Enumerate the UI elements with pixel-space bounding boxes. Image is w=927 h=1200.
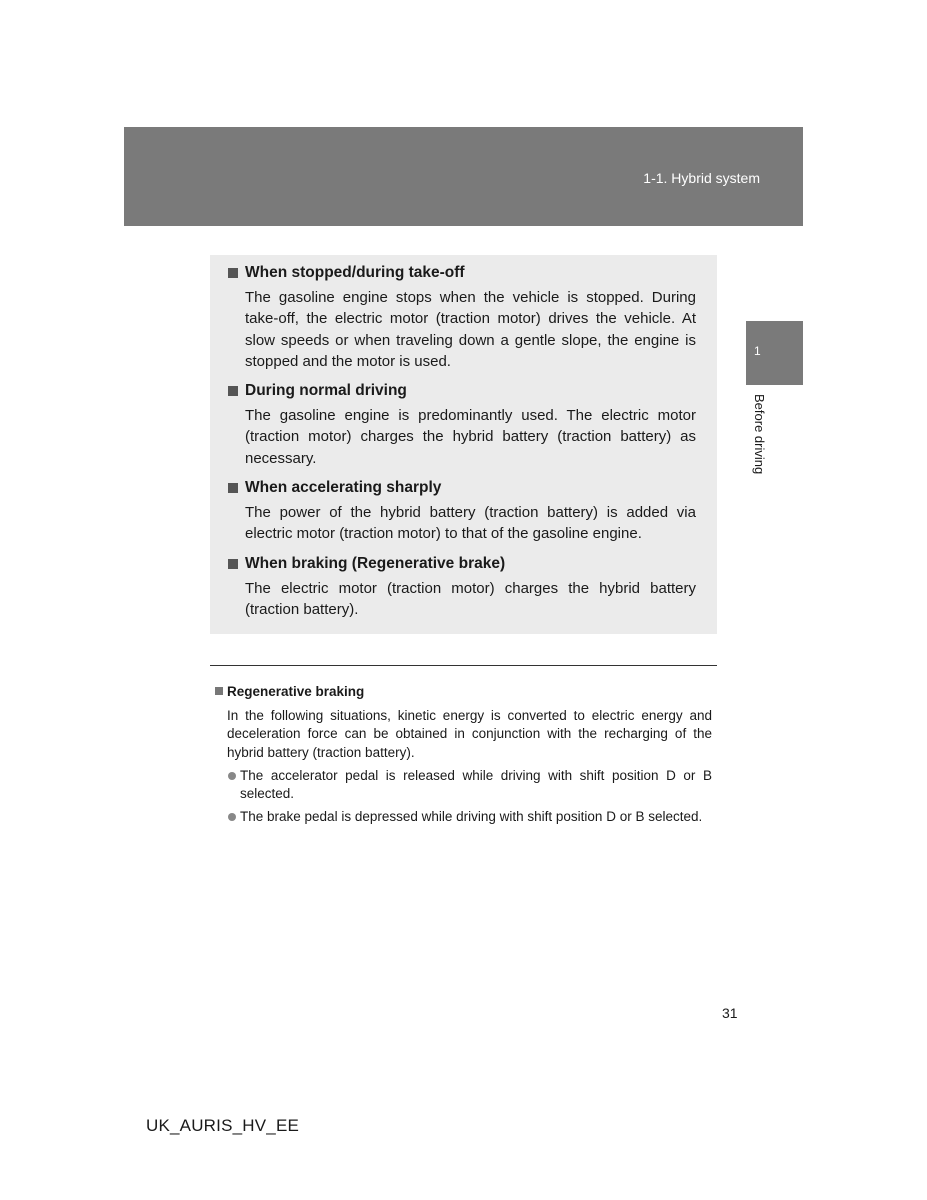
- mode-item: [228, 478, 696, 545]
- circle-bullet-icon: [228, 772, 236, 780]
- note-bullet: [215, 767, 712, 804]
- header-band: [124, 127, 803, 226]
- mode-heading: When accelerating sharply: [245, 479, 442, 496]
- chapter-number: 1: [754, 344, 761, 358]
- regenerative-braking-note: [215, 683, 712, 827]
- mode-heading: During normal driving: [245, 382, 407, 399]
- mode-text: The power of the hybrid battery (traction battery) is added via electric motor (traction motor) to that of the gasoline engine.: [245, 504, 696, 543]
- chapter-tab: [746, 321, 803, 385]
- mode-item: [228, 381, 696, 469]
- square-bullet-icon: [228, 386, 238, 396]
- note-heading: Regenerative braking: [227, 684, 365, 699]
- mode-heading: When braking (Regenerative brake): [245, 555, 506, 572]
- page-number: 31: [722, 1005, 738, 1021]
- chapter-label: Before driving: [752, 394, 767, 475]
- section-divider: [210, 665, 717, 666]
- mode-item: [228, 554, 696, 621]
- mode-heading: When stopped/during take-off: [245, 264, 465, 281]
- square-bullet-icon: [215, 687, 223, 695]
- mode-text: The gasoline engine stops when the vehicle is stopped. During take-off, the electric motor (traction motor) drives the vehicle. At slow speeds or when traveling down a gentle slope, the engine is stopped and the motor is used.: [245, 289, 696, 370]
- mode-text: The electric motor (traction motor) charges the hybrid battery (traction battery).: [245, 580, 696, 619]
- note-body: In the following situations, kinetic energy is converted to electric energy and deceleration force can be obtained in conjunction with the recharging of the hybrid battery (traction battery).: [227, 708, 712, 760]
- mode-item: [228, 263, 696, 372]
- square-bullet-icon: [228, 559, 238, 569]
- note-bullet: [215, 808, 712, 826]
- driving-modes-box: [210, 255, 717, 634]
- bullet-text: The brake pedal is depressed while driving with shift position D or B selected.: [240, 809, 703, 825]
- section-title: 1-1. Hybrid system: [643, 170, 760, 186]
- circle-bullet-icon: [228, 813, 236, 821]
- mode-text: The gasoline engine is predominantly used. The electric motor (traction motor) charges the hybrid battery (traction battery) as necessary.: [245, 407, 696, 467]
- square-bullet-icon: [228, 268, 238, 278]
- bullet-text: The accelerator pedal is released while driving with shift position D or B selected.: [240, 767, 712, 802]
- document-code: UK_AURIS_HV_EE: [146, 1116, 300, 1135]
- square-bullet-icon: [228, 483, 238, 493]
